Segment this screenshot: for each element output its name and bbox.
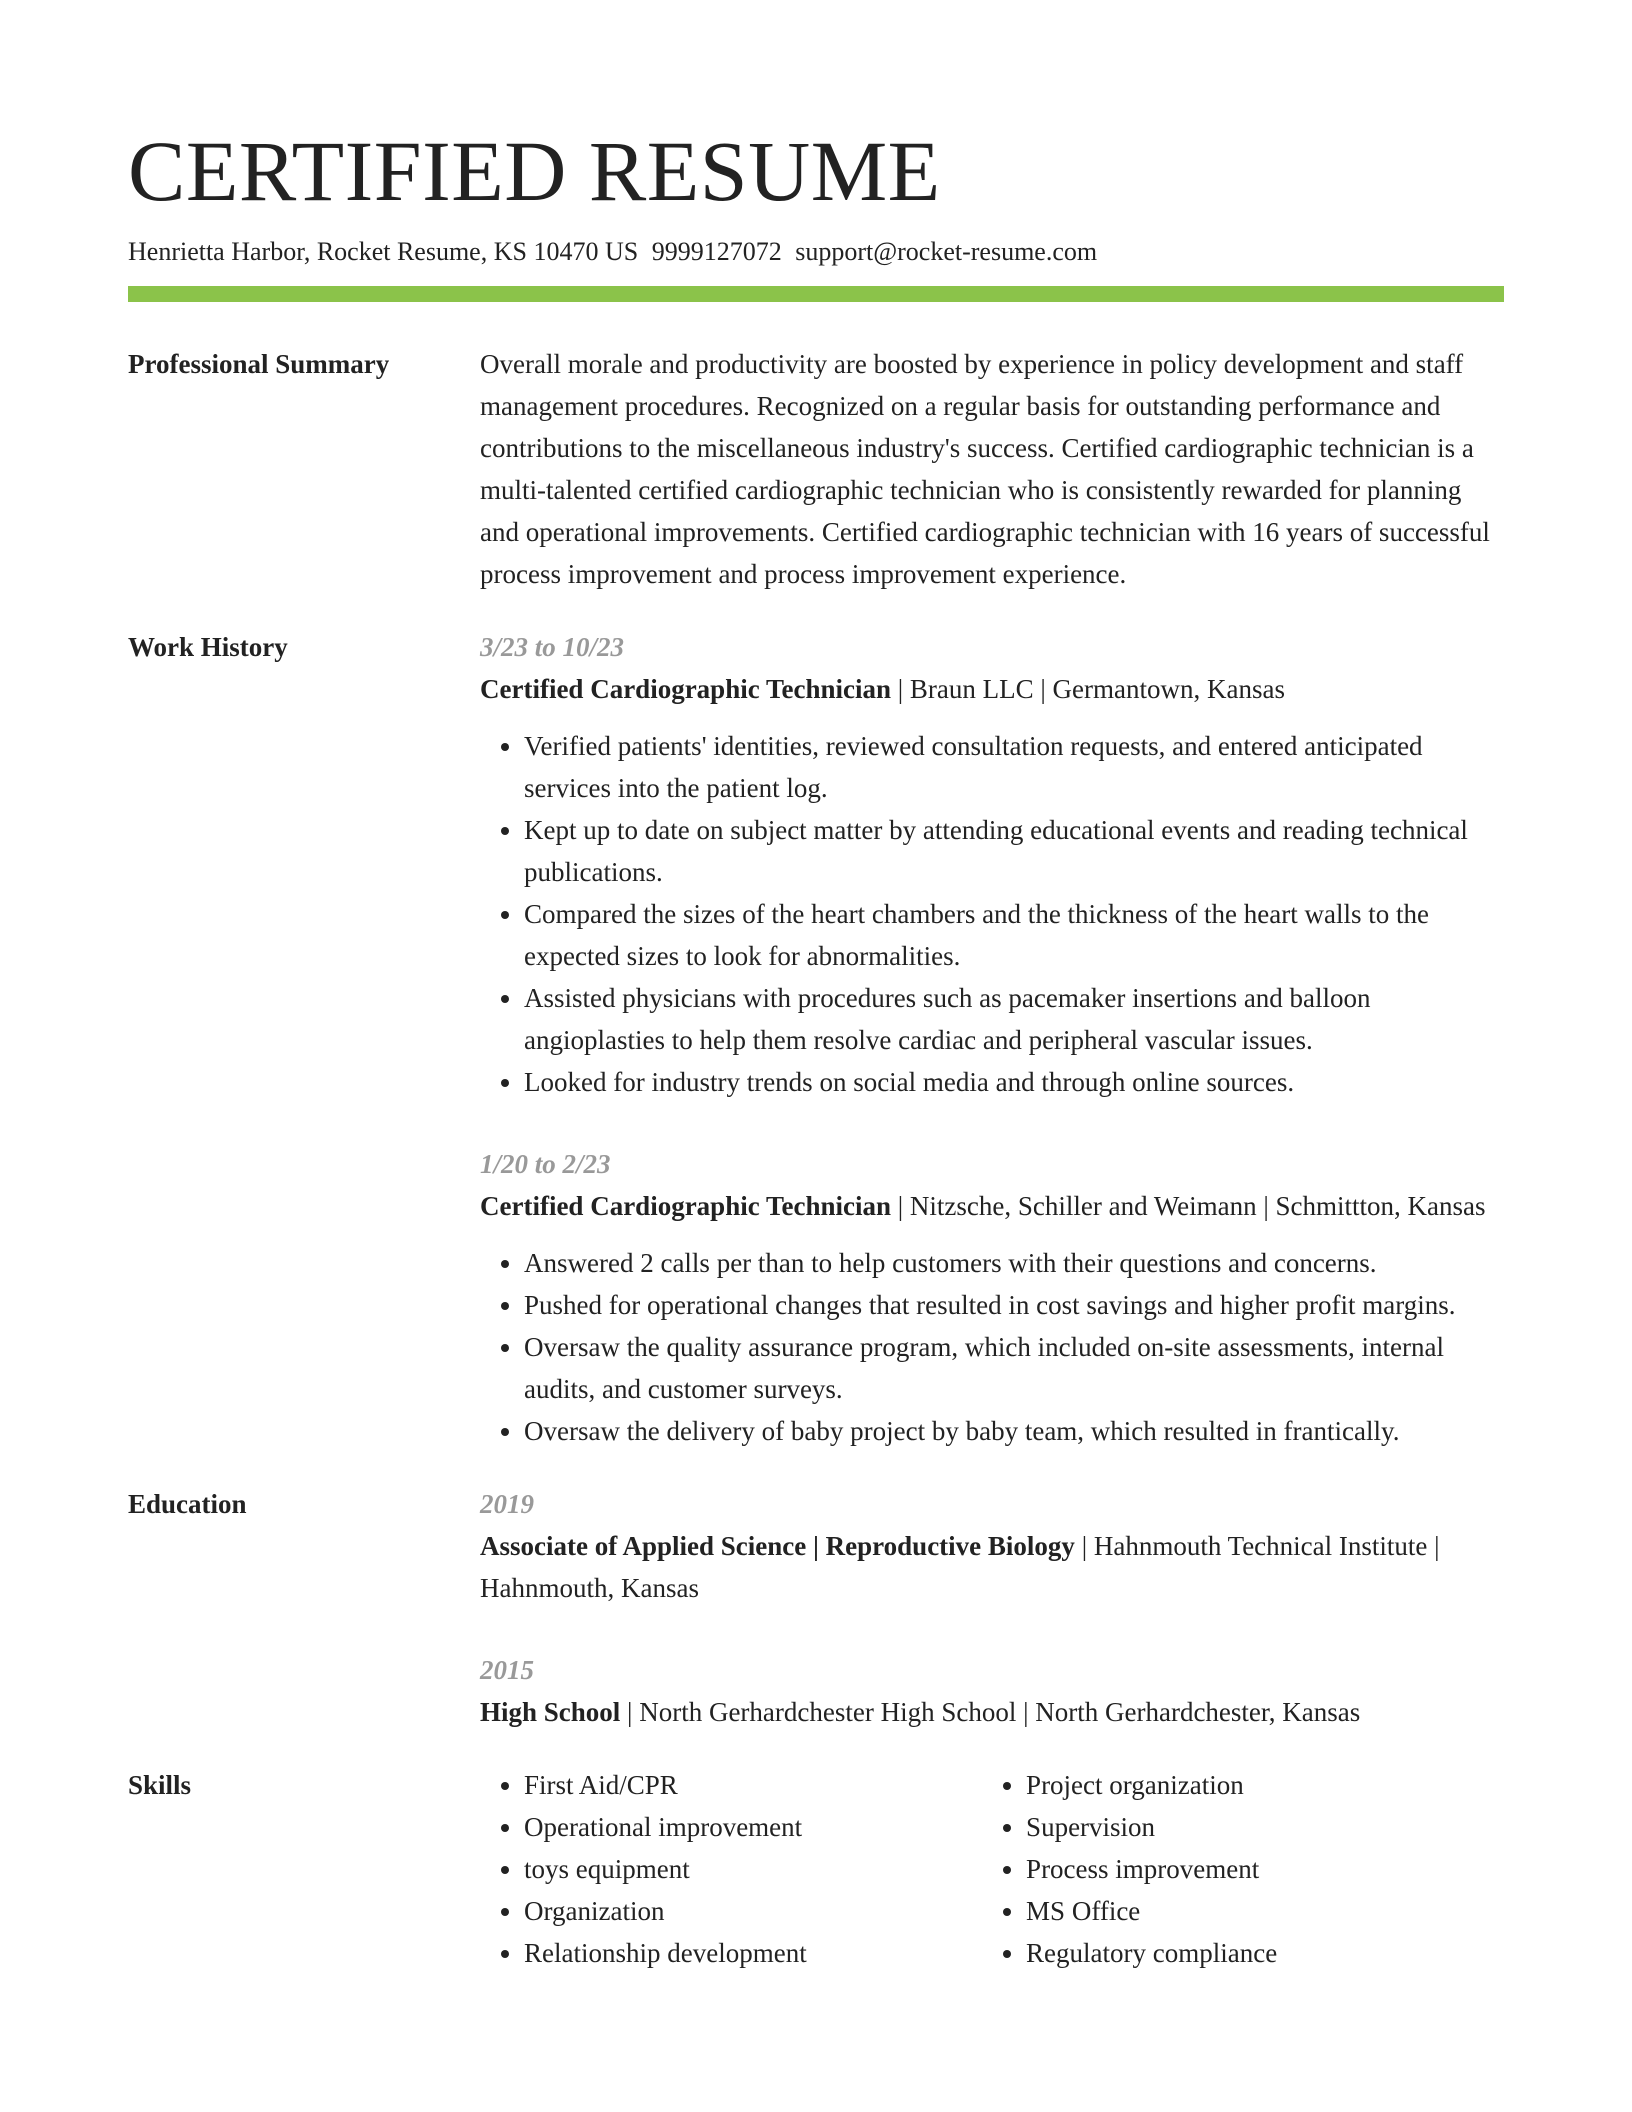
contact-email: support@rocket-resume.com [795,237,1098,266]
job-bullets [480,725,1504,1103]
work-history-section [128,626,1504,1452]
skill-item: • Regulatory compliance [1026,1932,1504,1974]
skills-list-left [480,1764,982,1974]
job-title-line [480,1185,1504,1227]
skill-item: • toys equipment [524,1848,982,1890]
job-bullet: • Kept up to date on subject matter by attending educational events and reading technical publications. [524,809,1504,893]
header-divider [128,286,1504,302]
job-dates: 1/20 to 2/23 [480,1149,611,1179]
education-degree: Associate of Applied Science | Reproductive Biology [480,1531,1075,1561]
education-label: Education [128,1489,247,1519]
job-details: | Braun LLC | Germantown, Kansas [891,674,1285,704]
education-degree: High School [480,1697,621,1727]
job-bullets [480,1242,1504,1452]
resume-page [128,0,1504,1974]
job-bullet: • Answered 2 calls per than to help customers with their questions and concerns. [524,1242,1504,1284]
skill-item: • Relationship development [524,1932,982,1974]
skills-list-right [982,1764,1504,1974]
skill-item: • Organization [524,1890,982,1932]
job-title-line [480,668,1504,710]
job-bullet: • Oversaw the delivery of baby project by baby team, which resulted in frantically. [524,1410,1504,1452]
job-bullet: • Oversaw the quality assurance program, which included on-site assessments, internal audits, and customer surveys. [524,1326,1504,1410]
skill-item: • Project organization [1026,1764,1504,1806]
education-entry [480,1483,1504,1609]
skills-section [128,1764,1504,1974]
contact-phone: 9999127072 [651,237,782,266]
skill-item: • Supervision [1026,1806,1504,1848]
job-bullet: • Verified patients' identities, reviewed consultation requests, and entered anticipated services into the patient log. [524,725,1504,809]
education-details: | Hahnmouth Technical Institute | Hahnmouth, Kansas [480,1531,1440,1603]
skill-item: • First Aid/CPR [524,1764,982,1806]
skills-columns [480,1764,1504,1974]
education-title-line [480,1525,1504,1609]
job-bullet: • Compared the sizes of the heart chambers and the thickness of the heart walls to the expected sizes to look for abnormalities. [524,893,1504,977]
job-bullet: • Pushed for operational changes that resulted in cost savings and higher profit margins. [524,1284,1504,1326]
education-section [128,1483,1504,1733]
job-dates: 3/23 to 10/23 [480,632,625,662]
job-title: Certified Cardiographic Technician [480,1191,891,1221]
education-entry [480,1649,1504,1733]
job-entry [480,1143,1504,1452]
education-year: 2019 [480,1489,534,1519]
work-history-label: Work History [128,632,288,662]
contact-line [128,235,1504,269]
job-details: | Nitzsche, Schiller and Weimann | Schmittton, Kansas [891,1191,1486,1221]
education-title-line [480,1691,1504,1733]
summary-label: Professional Summary [128,349,390,379]
skill-item: • Operational improvement [524,1806,982,1848]
summary-text: Overall morale and productivity are boosted by experience in policy development and staff management procedures. Recognized on a regular basis for outstanding performance and contributions to the miscellaneous industry's success. Certified cardiographic technician is a multi-talented certified cardiographic technician who is consistently rewarded for planning and operational improvements. Certified cardiographic technician with 16 years of successful process improvement and process improvement experience. [480,349,1490,589]
education-details: | North Gerhardchester High School | North Gerhardchester, Kansas [620,1697,1361,1727]
skills-label: Skills [128,1770,192,1800]
job-title: Certified Cardiographic Technician [480,674,891,704]
job-bullet: • Assisted physicians with procedures such as pacemaker insertions and balloon angioplasties to help them resolve cardiac and peripheral vascular issues. [524,977,1504,1061]
skills-body [480,1764,1504,1974]
resume-name: CERTIFIED RESUME [128,123,941,219]
skill-item: • Process improvement [1026,1848,1504,1890]
work-history-body [480,626,1504,1452]
education-year: 2015 [480,1655,534,1685]
contact-address: Henrietta Harbor, Rocket Resume, KS 10470 US [128,237,639,266]
job-bullet: • Looked for industry trends on social media and through online sources. [524,1061,1504,1103]
summary-section [128,343,1504,595]
job-entry [480,626,1504,1103]
education-body [480,1483,1504,1733]
skill-item: • MS Office [1026,1890,1504,1932]
